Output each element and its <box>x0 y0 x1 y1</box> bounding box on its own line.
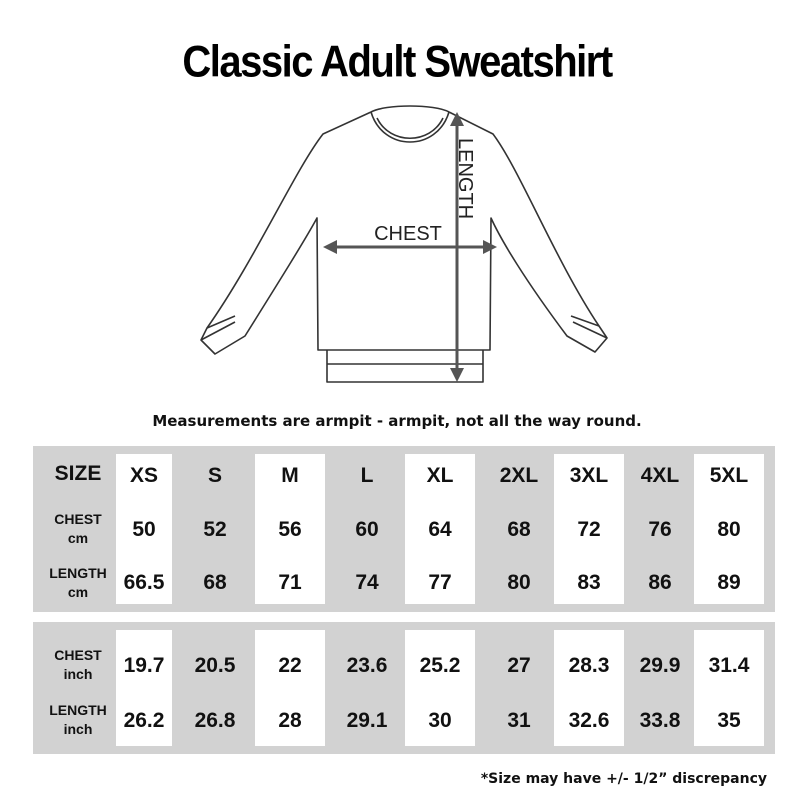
size-column <box>405 630 475 746</box>
chest-cm-cell: 64 <box>428 518 452 541</box>
chest-inch-cell: 19.7 <box>123 654 165 677</box>
page-title: Classic Adult Sweatshirt <box>182 37 612 87</box>
size-column <box>332 454 402 604</box>
length-cm-cell: 71 <box>278 571 302 594</box>
discrepancy-note: *Size may have +/- 1/2” discrepancy <box>480 771 767 787</box>
chest-cm-cell: 60 <box>355 518 379 541</box>
chest-cm-label: CHEST cm <box>54 511 102 546</box>
size-cell: 5XL <box>709 464 749 487</box>
size-column <box>625 630 695 746</box>
chest-inch-cell: 29.9 <box>639 654 681 677</box>
length-cm-cell: 66.5 <box>123 571 165 594</box>
size-column <box>484 454 554 604</box>
length-cm-cell: 83 <box>577 571 601 594</box>
length-cm-cell: 89 <box>717 571 741 594</box>
chest-inch-cell: 22 <box>278 654 302 677</box>
size-cell: S <box>207 464 222 487</box>
length-inch-cell: 32.6 <box>568 709 610 732</box>
measurement-note: Measurements are armpit - armpit, not all the way round. <box>152 412 642 430</box>
size-cell: L <box>360 464 374 487</box>
chest-cm-cell: 72 <box>577 518 601 541</box>
size-cell: XS <box>129 464 158 487</box>
length-inch-label: LENGTH inch <box>49 702 107 737</box>
chest-inch-cell: 28.3 <box>568 654 610 677</box>
size-column <box>405 454 475 604</box>
size-column <box>332 630 402 746</box>
size-column <box>180 630 250 746</box>
size-column <box>180 454 250 604</box>
chest-cm-cell: 50 <box>132 518 156 541</box>
length-cm-label: LENGTH cm <box>49 565 107 600</box>
length-cm-cell: 68 <box>203 571 227 594</box>
chest-inch-cell: 31.4 <box>708 654 750 677</box>
chest-cm-cell: 68 <box>507 518 531 541</box>
chest-cm-cell: 76 <box>648 518 672 541</box>
length-cm-cell: 77 <box>428 571 452 594</box>
length-cm-cell: 74 <box>355 571 379 594</box>
length-inch-cell: 28 <box>278 709 302 732</box>
size-cell: XL <box>426 464 454 487</box>
size-cell: M <box>281 464 299 487</box>
length-cm-cell: 80 <box>507 571 531 594</box>
size-column <box>255 454 325 604</box>
length-inch-cell: 26.2 <box>123 709 165 732</box>
size-cell: 4XL <box>640 464 680 487</box>
chest-inch-cell: 23.6 <box>346 654 388 677</box>
size-column <box>255 630 325 746</box>
size-column <box>625 454 695 604</box>
chest-inch-label: CHEST inch <box>54 647 102 682</box>
length-inch-cell: 35 <box>717 709 741 732</box>
chest-label: CHEST <box>374 223 442 245</box>
size-cell: 2XL <box>499 464 539 487</box>
size-table-inch <box>33 622 775 754</box>
sweatshirt-diagram <box>195 100 625 395</box>
size-table-cm <box>33 446 775 612</box>
size-column <box>484 630 554 746</box>
chest-cm-cell: 52 <box>203 518 227 541</box>
length-inch-cell: 26.8 <box>194 709 236 732</box>
size-column <box>554 630 624 746</box>
length-inch-cell: 29.1 <box>346 709 388 732</box>
chest-inch-cell: 27 <box>507 654 531 677</box>
chest-inch-cell: 25.2 <box>419 654 461 677</box>
length-label: LENGTH <box>454 138 476 220</box>
size-column <box>116 630 172 746</box>
chest-inch-cell: 20.5 <box>194 654 236 677</box>
size-column <box>694 454 764 604</box>
length-inch-cell: 30 <box>428 709 452 732</box>
chest-cm-cell: 80 <box>717 518 741 541</box>
size-column <box>694 630 764 746</box>
size-header: SIZE <box>54 462 102 485</box>
length-inch-cell: 33.8 <box>639 709 681 732</box>
length-inch-cell: 31 <box>507 709 531 732</box>
size-column <box>554 454 624 604</box>
chest-cm-cell: 56 <box>278 518 302 541</box>
size-column <box>116 454 172 604</box>
length-cm-cell: 86 <box>648 571 672 594</box>
size-cell: 3XL <box>569 464 609 487</box>
